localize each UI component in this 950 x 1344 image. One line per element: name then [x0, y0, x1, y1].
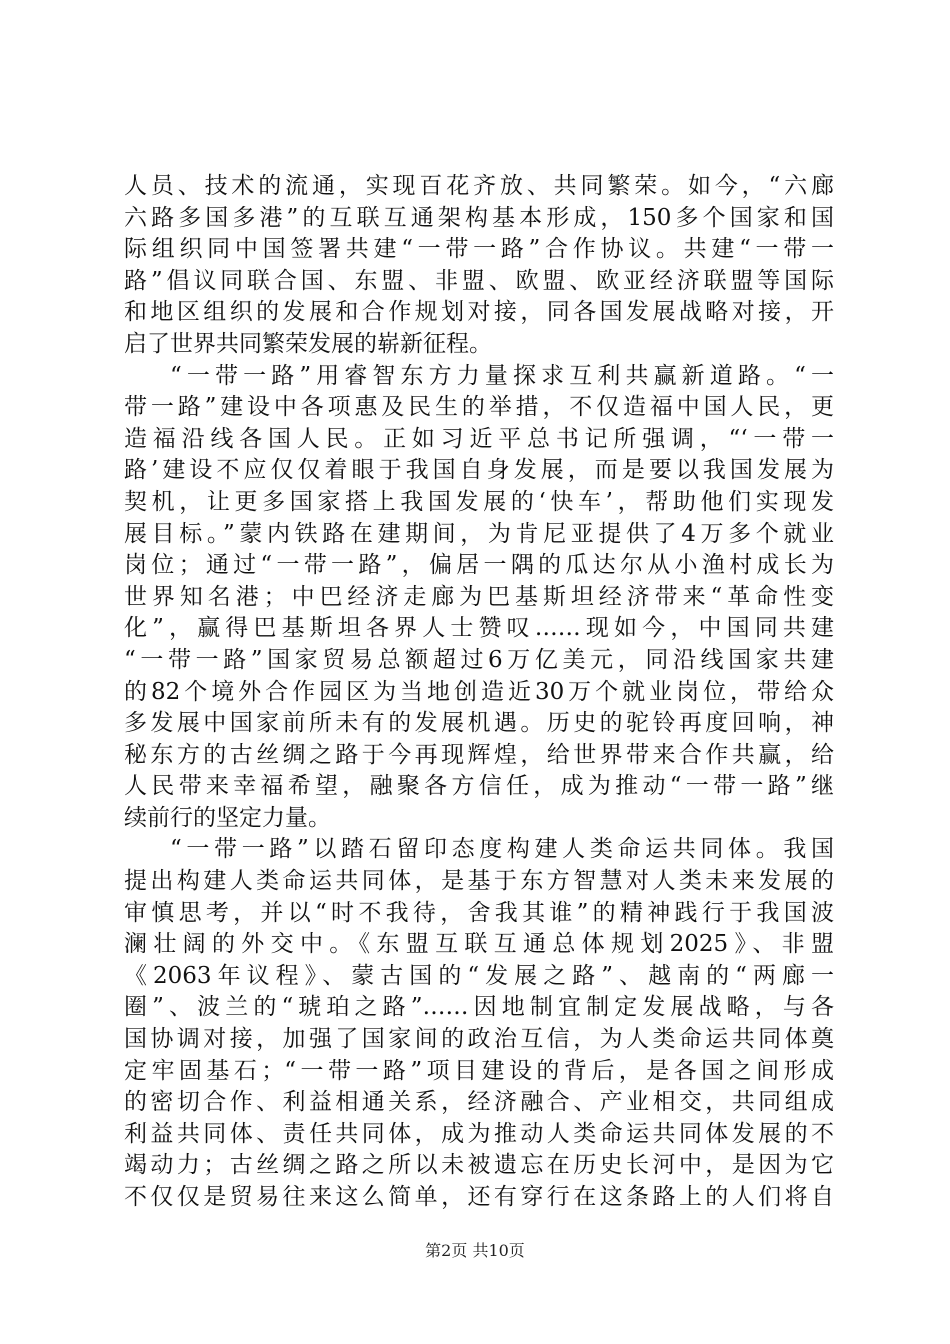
- text-line: 不仅仅是贸易往来这么简单，还有穿行在这条路上的人们将自: [124, 1184, 834, 1210]
- text-line: 的82个境外合作园区为当地创造近30万个就业岗位，带给众: [124, 678, 834, 705]
- text-line: 路”倡议同联合国、东盟、非盟、欧盟、欧亚经济联盟等国际: [124, 267, 834, 294]
- text-line: 澜壮阔的外交中。《东盟互联互通总体规划2025》、非盟: [124, 931, 834, 958]
- paragraph-start-line: “一带一路”以踏石留印态度构建人类命运共同体。我国: [170, 836, 834, 863]
- text-line: 提出构建人类命运共同体，是基于东方智慧对人类未来发展的: [124, 868, 834, 895]
- text-line: 竭动力；古丝绸之路之所以未被遗忘在历史长河中，是因为它: [124, 1152, 834, 1179]
- text-line: 的密切合作、利益相通关系，经济融合、产业相交，共同组成: [124, 1089, 834, 1116]
- text-line: 路’建设不应仅仅着眼于我国自身发展，而是要以我国发展为: [124, 457, 834, 484]
- text-line: 人民带来幸福希望，融聚各方信任，成为推动“一带一路”继: [124, 773, 834, 800]
- text-line: 续前行的坚定力量。: [124, 804, 331, 831]
- text-line: 世界知名港；中巴经济走廊为巴基斯坦经济带来“革命性变: [124, 583, 834, 610]
- text-line: 六路多国多港”的互联互通架构基本形成，150多个国家和国: [124, 204, 834, 231]
- text-line: 秘东方的古丝绸之路于今再现辉煌，给世界带来合作共赢，给: [124, 741, 834, 768]
- text-line: 国协调对接，加强了国家间的政治互信，为人类命运共同体奠: [124, 1026, 834, 1053]
- text-line: 造福沿线各国人民。正如习近平总书记所强调，“‘一带一: [124, 425, 834, 452]
- text-line: 《2063年议程》、蒙古国的“发展之路”、越南的“两廊一: [124, 962, 834, 989]
- text-line: 多发展中国家前所未有的发展机遇。历史的驼铃再度回响，神: [124, 710, 834, 737]
- text-line: 审慎思考，并以“时不我待，舍我其谁”的精神践行于我国波: [124, 899, 834, 926]
- text-line: 和地区组织的发展和合作规划对接，同各国发展战略对接，开: [124, 299, 834, 326]
- text-line: 岗位；通过“一带一路”，偏居一隅的瓜达尔从小渔村成长为: [124, 552, 834, 579]
- text-line: 利益共同体、责任共同体，成为推动人类命运共同体发展的不: [124, 1120, 834, 1147]
- text-line: 展目标。”蒙内铁路在建期间，为肯尼亚提供了4万多个就业: [124, 520, 834, 547]
- paragraph-start-line: “一带一路”用睿智东方力量探求互利共赢新道路。“一: [170, 362, 834, 389]
- text-line: 定牢固基石；“一带一路”项目建设的背后，是各国之间形成: [124, 1057, 834, 1084]
- text-line: 带一路”建设中各项惠及民生的举措，不仅造福中国人民，更: [124, 394, 834, 421]
- text-line: 启了世界共同繁荣发展的崭新征程。: [124, 330, 492, 357]
- text-line: 契机，让更多国家搭上我国发展的‘快车’，帮助他们实现发: [124, 488, 834, 515]
- text-line: 化”，赢得巴基斯坦各界人士赞叹……现如今，中国同共建: [124, 615, 834, 642]
- page-number-footer: 第2页 共10页: [425, 1241, 525, 1260]
- text-line: 际组织同中国签署共建“一带一路”合作协议。共建“一带一: [124, 236, 834, 263]
- text-line: 人员、技术的流通，实现百花齐放、共同繁荣。如今，“六廊: [124, 173, 834, 199]
- body-text: [124, 171, 834, 1214]
- text-line: “一带一路”国家贸易总额超过6万亿美元，同沿线国家共建: [124, 646, 834, 673]
- text-line: 圈”、波兰的“琥珀之路”……因地制宜制定发展战略，与各: [124, 994, 834, 1021]
